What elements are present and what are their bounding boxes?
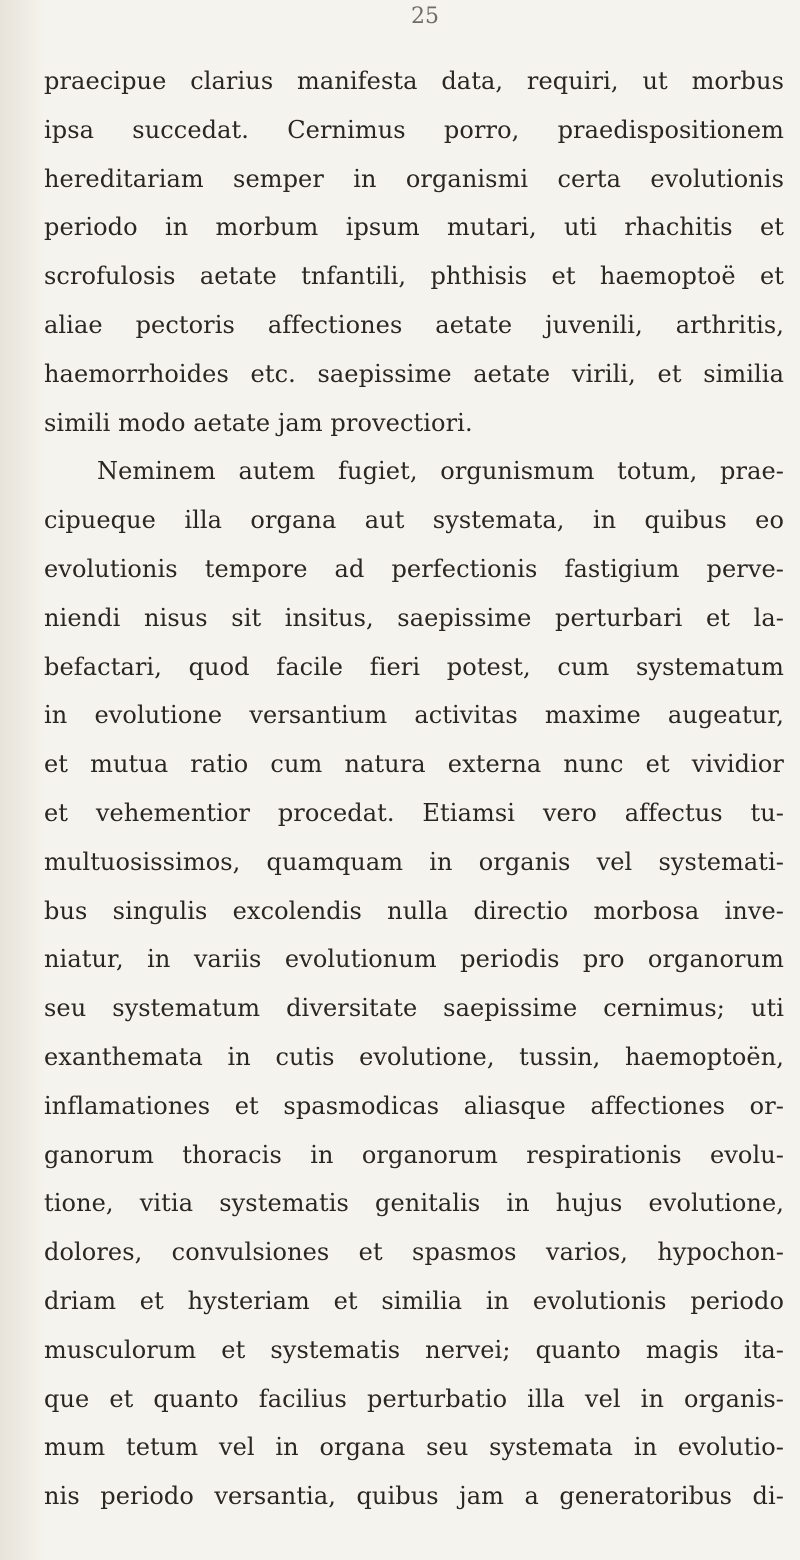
text-line: musculorum et systematis nervei; quanto magis ita-: [44, 1335, 784, 1364]
text-line: ipsa succedat. Cernimus porro, praedispositionem: [44, 115, 784, 144]
body-text: [44, 57, 784, 1521]
text-line: seu systematum diversitate saepissime cernimus; uti: [44, 994, 784, 1023]
text-line: evolutionis tempore ad perfectionis fastigium perve-: [44, 554, 784, 583]
text-line: aliae pectoris affectiones aetate juvenili, arthritis,: [44, 310, 784, 339]
text-line: ganorum thoracis in organorum respirationis evolu-: [44, 1140, 784, 1169]
text-line-paragraph-end: simili modo aetate jam provectiori.: [44, 408, 473, 437]
text-line: bus singulis excolendis nulla directio morbosa inve-: [44, 896, 784, 925]
text-line: hereditariam semper in organismi certa evolutionis: [44, 164, 784, 193]
text-line: tione, vitia systematis genitalis in hujus evolutione,: [44, 1189, 784, 1218]
text-line: cipueque illa organa aut systemata, in quibus eo: [44, 506, 784, 535]
text-line: multuosissimos, quamquam in organis vel systemati-: [44, 847, 784, 876]
text-line: inflamationes et spasmodicas aliasque affectiones or-: [44, 1091, 784, 1120]
text-line: dolores, convulsiones et spasmos varios, hypochon-: [44, 1238, 784, 1267]
text-line: haemorrhoides etc. saepissime aetate virili, et similia: [44, 359, 784, 388]
text-line: scrofulosis aetate tnfantili, phthisis et haemoptoë et: [44, 262, 784, 291]
page-gutter-shadow: [0, 0, 44, 1560]
text-line: periodo in morbum ipsum mutari, uti rhachitis et: [44, 213, 784, 242]
text-line: et mutua ratio cum natura externa nunc et vividior: [44, 750, 784, 779]
text-line: praecipue clarius manifesta data, requiri, ut morbus: [44, 67, 784, 95]
text-line: befactari, quod facile fieri potest, cum systematum: [44, 652, 784, 681]
text-line: et vehementior procedat. Etiamsi vero affectus tu-: [44, 798, 784, 827]
text-line: mum tetum vel in organa seu systemata in evolutio-: [44, 1433, 784, 1462]
page-number: 25: [411, 4, 439, 29]
text-line: exanthemata in cutis evolutione, tussin, haemoptoën,: [44, 1042, 784, 1071]
text-line: nis periodo versantia, quibus jam a generatoribus di-: [44, 1482, 784, 1511]
text-line: niendi nisus sit insitus, saepissime perturbari et la-: [44, 603, 784, 632]
text-line: niatur, in variis evolutionum periodis pro organorum: [44, 945, 784, 974]
text-line: que et quanto facilius perturbatio illa vel in organis-: [44, 1384, 784, 1413]
text-line: driam et hysteriam et similia in evolutionis periodo: [44, 1286, 784, 1315]
text-line: in evolutione versantium activitas maxime augeatur,: [44, 701, 784, 730]
text-line-paragraph-start: Neminem autem fugiet, orgunismum totum, prae-: [97, 457, 784, 486]
